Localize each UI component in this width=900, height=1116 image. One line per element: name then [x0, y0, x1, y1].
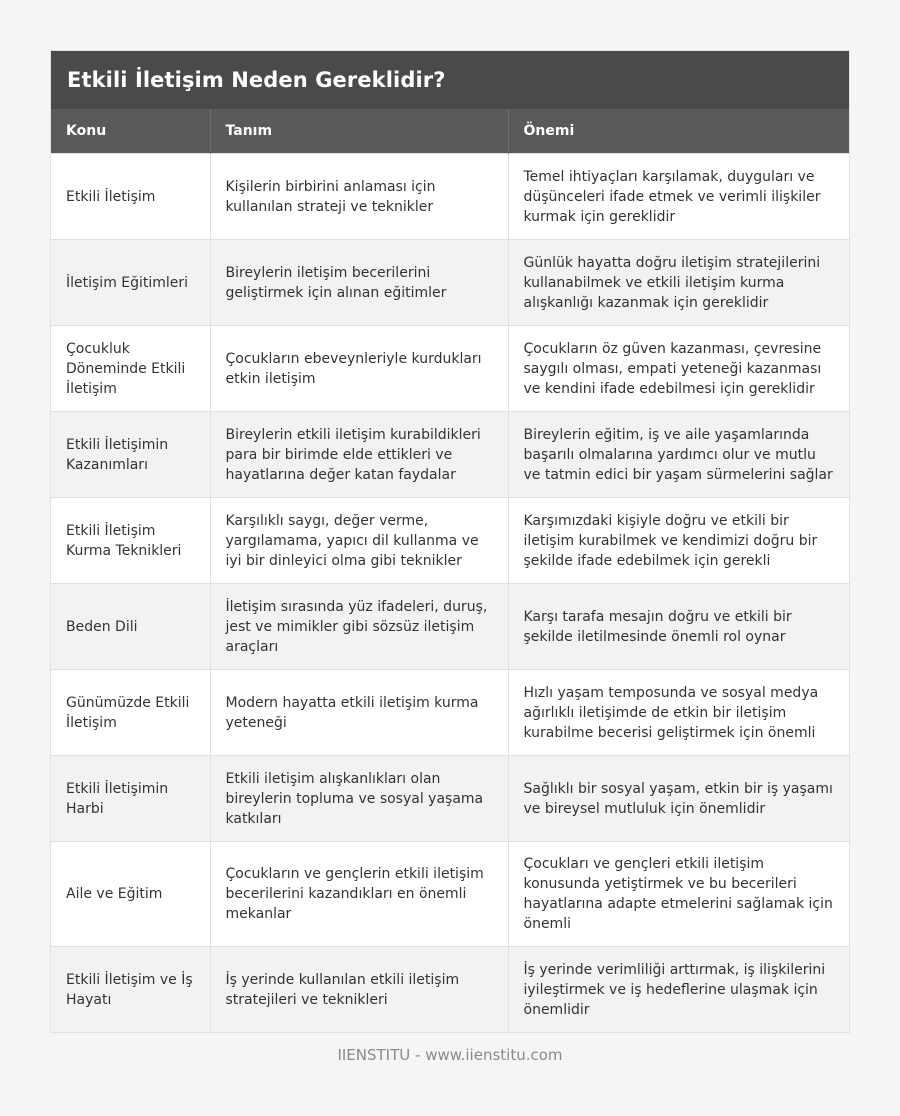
cell-tanim: Kişilerin birbirini anlaması için kullanılan strateji ve teknikler — [210, 154, 508, 240]
table-row — [51, 498, 849, 584]
cell-onemi: Bireylerin eğitim, iş ve aile yaşamlarında başarılı olmalarına yardımcı olur ve mutlu ve tatmin edici bir yaşam sürmelerini sağlar — [508, 412, 849, 498]
info-table — [51, 109, 849, 1032]
cell-tanim: Modern hayatta etkili iletişim kurma yeteneği — [210, 670, 508, 756]
cell-konu: İletişim Eğitimleri — [51, 240, 210, 326]
table-row — [51, 584, 849, 670]
cell-tanim: Bireylerin iletişim becerilerini geliştirmek için alınan eğitimler — [210, 240, 508, 326]
table-row — [51, 670, 849, 756]
table-title: Etkili İletişim Neden Gereklidir? — [51, 51, 849, 109]
cell-onemi: Hızlı yaşam temposunda ve sosyal medya ağırlıklı iletişimde de etkin bir iletişim kurabilme becerisi geliştirmek için önemli — [508, 670, 849, 756]
cell-onemi: Karşımızdaki kişiyle doğru ve etkili bir iletişim kurabilmek ve kendimizi doğru bir şekilde ifade edebilmek için gerekli — [508, 498, 849, 584]
footer-credit: IIENSTITU - www.iienstitu.com — [337, 1046, 563, 1064]
cell-tanim: Karşılıklı saygı, değer verme, yargılamama, yapıcı dil kullanma ve iyi bir dinleyici olma gibi teknikler — [210, 498, 508, 584]
cell-konu: Etkili İletişim — [51, 154, 210, 240]
cell-tanim: Bireylerin etkili iletişim kurabildikleri para bir birimde elde ettikleri ve hayatlarına değer katan faydalar — [210, 412, 508, 498]
cell-onemi: Temel ihtiyaçları karşılamak, duyguları ve düşünceleri ifade etmek ve verimli ilişkiler kurmak için gereklidir — [508, 154, 849, 240]
table-card — [51, 51, 849, 1032]
cell-konu: Etkili İletişimin Kazanımları — [51, 412, 210, 498]
cell-konu: Aile ve Eğitim — [51, 842, 210, 947]
cell-konu: Günümüzde Etkili İletişim — [51, 670, 210, 756]
cell-tanim: Etkili iletişim alışkanlıkları olan bireylerin topluma ve sosyal yaşama katkıları — [210, 756, 508, 842]
cell-tanim: Çocukların ve gençlerin etkili iletişim becerilerini kazandıkları en önemli mekanlar — [210, 842, 508, 947]
cell-onemi: Çocukları ve gençleri etkili iletişim konusunda yetiştirmek ve bu becerileri hayatlarına adapte etmelerini sağlamak için önemli — [508, 842, 849, 947]
table-row — [51, 842, 849, 947]
table-row — [51, 947, 849, 1033]
cell-onemi: Çocukların öz güven kazanması, çevresine saygılı olması, empati yeteneği kazanması ve kendini ifade edebilmesi için gereklidir — [508, 326, 849, 412]
column-header-tanim: Tanım — [210, 109, 508, 154]
cell-konu: Etkili İletişim ve İş Hayatı — [51, 947, 210, 1033]
cell-onemi: İş yerinde verimliliği arttırmak, iş ilişkilerini iyileştirmek ve iş hedeflerine ulaşmak için önemlidir — [508, 947, 849, 1033]
cell-tanim: İş yerinde kullanılan etkili iletişim stratejileri ve teknikleri — [210, 947, 508, 1033]
header-row — [51, 109, 849, 154]
table-row — [51, 412, 849, 498]
table-row — [51, 756, 849, 842]
cell-konu: Etkili İletişimin Harbi — [51, 756, 210, 842]
cell-konu: Etkili İletişim Kurma Teknikleri — [51, 498, 210, 584]
cell-onemi: Günlük hayatta doğru iletişim stratejilerini kullanabilmek ve etkili iletişim kurma alışkanlığı kazanmak için gereklidir — [508, 240, 849, 326]
column-header-onemi: Önemi — [508, 109, 849, 154]
table-row — [51, 154, 849, 240]
cell-konu: Çocukluk Döneminde Etkili İletişim — [51, 326, 210, 412]
cell-onemi: Sağlıklı bir sosyal yaşam, etkin bir iş yaşamı ve bireysel mutluluk için önemlidir — [508, 756, 849, 842]
cell-onemi: Karşı tarafa mesajın doğru ve etkili bir şekilde iletilmesinde önemli rol oynar — [508, 584, 849, 670]
cell-tanim: Çocukların ebeveynleriyle kurdukları etkin iletişim — [210, 326, 508, 412]
column-header-konu: Konu — [51, 109, 210, 154]
table-row — [51, 326, 849, 412]
cell-konu: Beden Dili — [51, 584, 210, 670]
table-row — [51, 240, 849, 326]
cell-tanim: İletişim sırasında yüz ifadeleri, duruş, jest ve mimikler gibi sözsüz iletişim araçları — [210, 584, 508, 670]
